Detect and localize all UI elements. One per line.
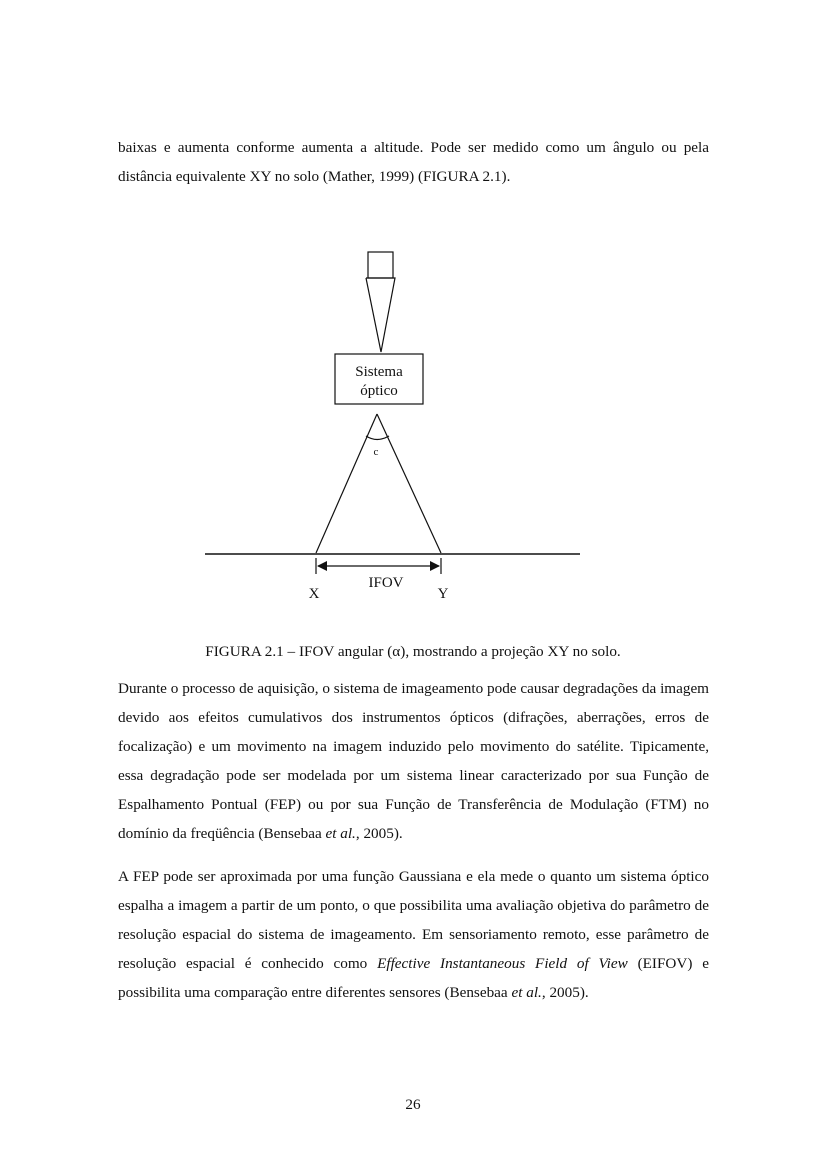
ifov-arrowhead-right bbox=[430, 561, 440, 571]
paragraph-middle bbox=[118, 674, 709, 848]
box-label-line1: Sistema bbox=[355, 364, 403, 380]
page-number: 26 bbox=[405, 1096, 421, 1113]
paragraph-bottom-text-3: , 2005). bbox=[541, 984, 589, 1001]
paragraph-bottom bbox=[118, 862, 709, 1007]
angle-arc bbox=[366, 436, 389, 440]
paragraph-middle-end: , 2005). bbox=[355, 825, 403, 842]
point-y-label: Y bbox=[437, 586, 449, 602]
sensor-rect bbox=[368, 252, 393, 278]
term-eifov: Effective Instantaneous Field of View bbox=[377, 955, 628, 972]
paragraph-top: baixas e aumenta conforme aumenta a altitude. Pode ser medido como um ângulo ou pela distância equivalente XY no solo (Mather, 1999) (FIGURA 2.1). bbox=[118, 139, 709, 185]
citation-et-al-2: et al. bbox=[511, 984, 542, 1001]
citation-et-al: et al. bbox=[325, 825, 356, 842]
paragraph-middle-text: Durante o processo de aquisição, o sistema de imageamento pode causar degradações da imagem devido aos efeitos cumulativos dos instrumentos ópticos (difrações, aberrações, erros de focalização) e um movimento na imagem induzido pelo movimento do satélite. Tipicamente, essa degradação pode ser modelada por um sistema linear caracterizado por sua Função de Espalhamento Pontual (FEP) ou por sua Função de Transferência de Modulação (FTM) no domínio da freqüência (Bensebaa bbox=[118, 680, 709, 842]
angle-label: c bbox=[373, 446, 379, 458]
funnel-cone bbox=[366, 278, 395, 352]
ifov-arrowhead-left bbox=[317, 561, 327, 571]
paragraph-bottom-text-1: A FEP pode ser aproximada por uma função Gaussiana e ela mede o quanto um sistema óptico espalha a imagem a partir de um ponto, o que possibilita uma avaliação objetiva do parâmetro de resolução espacial do sistema de imageamento. Em sensoriamento remoto, esse parâmetro de resolução espacial é conhecido como bbox=[118, 868, 709, 972]
cone-right-line bbox=[377, 414, 441, 553]
figure-caption: FIGURA 2.1 – IFOV angular (α), mostrando a projeção XY no solo. bbox=[205, 643, 621, 660]
cone-left-line bbox=[316, 414, 377, 553]
point-x-label: X bbox=[308, 586, 320, 602]
paragraph-bottom-text-2: (EIFOV) e possibilita uma comparação entre diferentes sensores (Bensebaa bbox=[118, 955, 709, 1001]
box-label-line2: óptico bbox=[360, 383, 398, 399]
ifov-label: IFOV bbox=[368, 575, 404, 591]
